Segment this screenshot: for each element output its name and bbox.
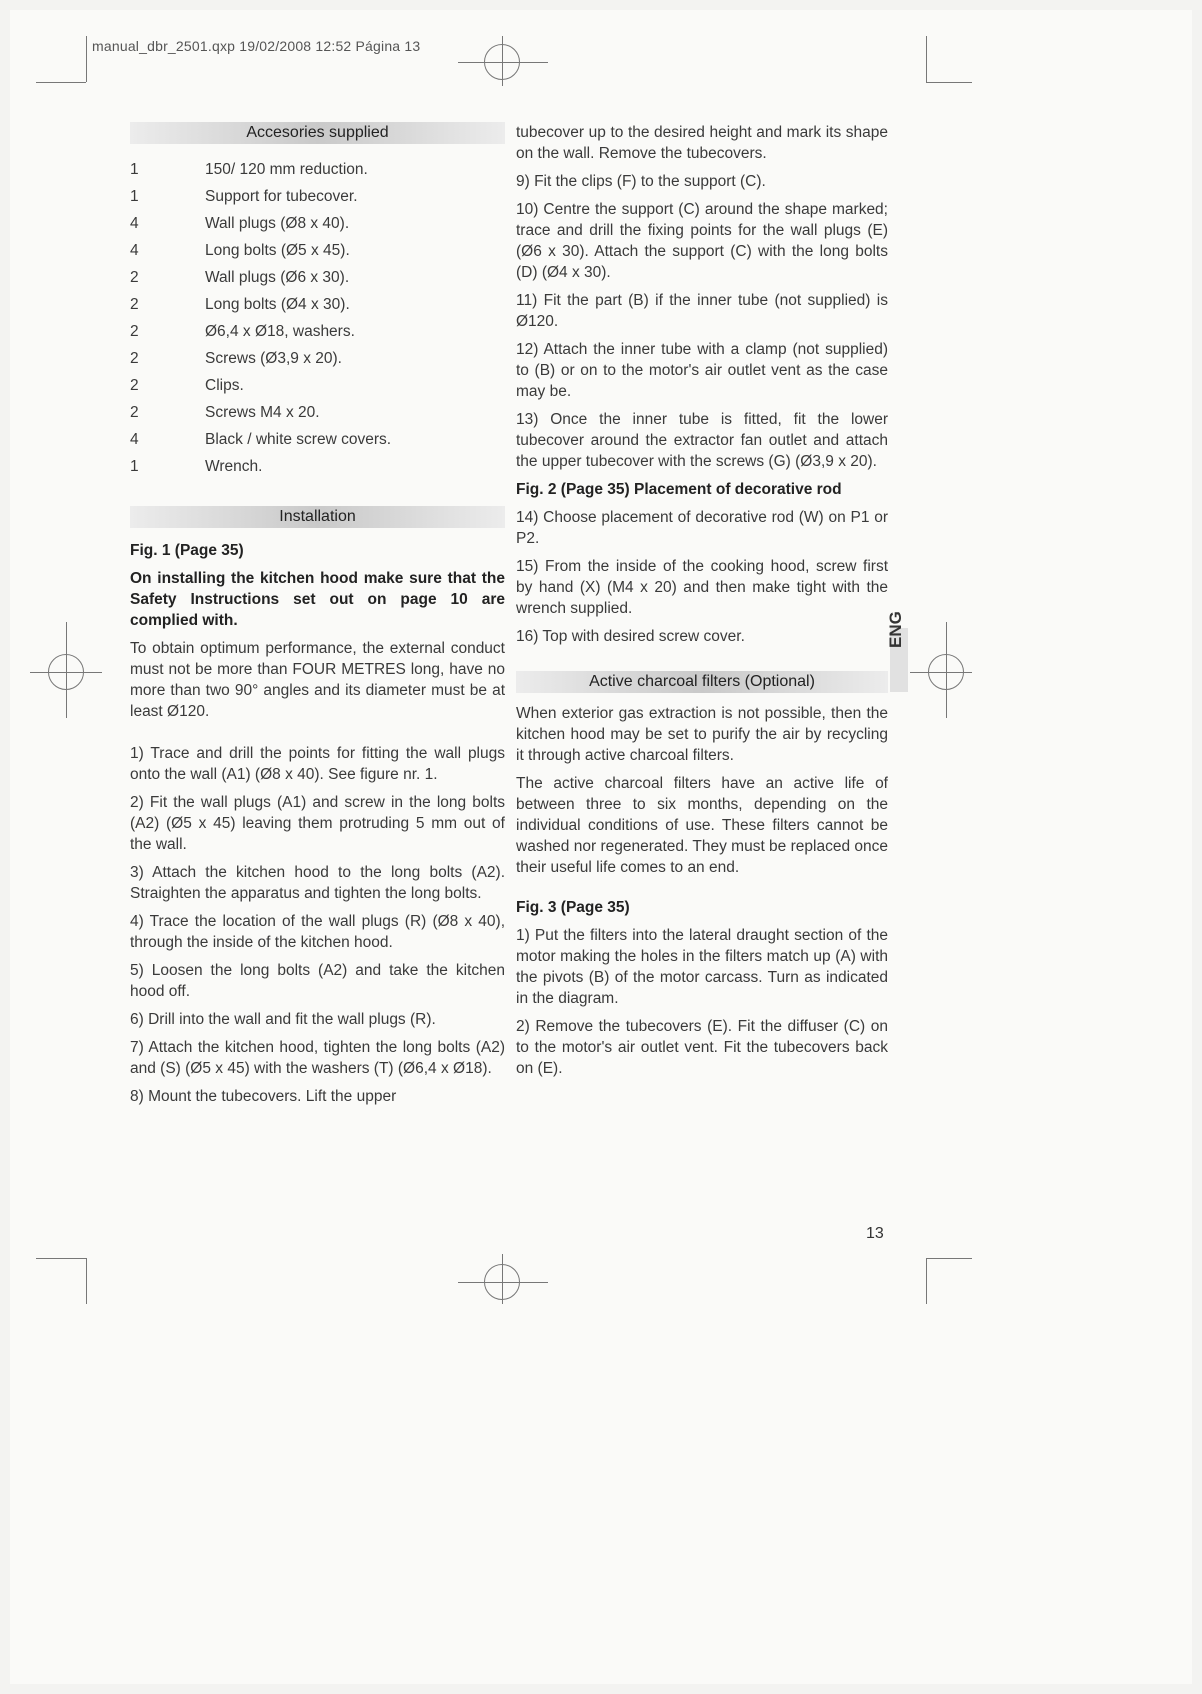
list-item [130, 453, 505, 480]
item-description: Long bolts (Ø4 x 30). [205, 296, 350, 313]
crop-mark-top-right-h [926, 82, 972, 83]
list-item [130, 399, 505, 426]
item-description: Black / white screw covers. [205, 431, 392, 448]
step-paragraph: 1) Put the filters into the lateral draught section of the motor making the holes in the filters match up (A) with the pivots (B) of the motor carcass. Turn as indicated in the diagram. [516, 927, 888, 1007]
language-tab-label: ENG [886, 611, 905, 648]
step-paragraph: 16) Top with desired screw cover. [516, 628, 745, 645]
list-item [130, 345, 505, 372]
crop-mark-top-right-v [926, 36, 927, 82]
body-paragraph: When exterior gas extraction is not possible, then the kitchen hood may be set to purify the air by recycling it through active charcoal filters. [516, 705, 888, 764]
print-meta-line: manual_dbr_2501.qxp 19/02/2008 12:52 Página 13 [92, 38, 421, 54]
step-paragraph: 2) Remove the tubecovers (E). Fit the diffuser (C) on to the motor's air outlet vent. Fit the tubecovers back on (E). [516, 1018, 888, 1077]
item-description: 150/ 120 mm reduction. [205, 161, 368, 178]
item-description: Wall plugs (Ø8 x 40). [205, 215, 350, 232]
step-paragraph: 7) Attach the kitchen hood, tighten the long bolts (A2) and (S) (Ø5 x 45) with the washers (T) (Ø6,4 x Ø18). [130, 1039, 505, 1077]
list-item [130, 183, 505, 210]
figure-reference: Fig. 2 (Page 35) Placement of decorative rod [516, 481, 842, 498]
item-quantity: 4 [130, 431, 139, 448]
accessories-heading: Accesories supplied [130, 122, 505, 144]
item-quantity: 1 [130, 458, 139, 475]
step-paragraph: 1) Trace and drill the points for fitting the wall plugs onto the wall (A1) (Ø8 x 40). See figure nr. 1. [130, 745, 505, 783]
left-column [130, 122, 505, 1114]
figure-reference: Fig. 1 (Page 35) [130, 542, 244, 559]
body-paragraph: The active charcoal filters have an active life of between three to six months, depending on the individual conditions of use. These filters cannot be washed nor regenerated. They must be replaced once their useful life comes to an end. [516, 775, 888, 876]
item-quantity: 1 [130, 188, 139, 205]
step-paragraph: 4) Trace the location of the wall plugs (R) (Ø8 x 40), through the inside of the kitchen hood. [130, 913, 505, 951]
crop-mark-bottom-left-h [36, 1258, 86, 1259]
item-quantity: 4 [130, 242, 139, 259]
intro-paragraph: To obtain optimum performance, the external conduct must not be more than FOUR METRES long, have no more than two 90° angles and its diameter must be at least Ø120. [130, 640, 505, 720]
figure-reference: Fig. 3 (Page 35) [516, 899, 630, 916]
item-quantity: 2 [130, 377, 139, 394]
step-paragraph: 9) Fit the clips (F) to the support (C). [516, 173, 766, 190]
item-quantity: 4 [130, 215, 139, 232]
step-paragraph: tubecover up to the desired height and mark its shape on the wall. Remove the tubecovers. [516, 124, 888, 162]
crop-mark-bottom-right-v [926, 1258, 927, 1304]
page-number: 13 [866, 1225, 884, 1242]
list-item [130, 318, 505, 345]
step-paragraph: 8) Mount the tubecovers. Lift the upper [130, 1088, 397, 1105]
item-description: Long bolts (Ø5 x 45). [205, 242, 350, 259]
step-paragraph: 13) Once the inner tube is fitted, fit the lower tubecover around the extractor fan outlet and attach the upper tubecover with the screws (G) (Ø3,9 x 20). [516, 411, 888, 470]
accessories-list [130, 156, 505, 480]
list-item [130, 264, 505, 291]
item-description: Wrench. [205, 458, 263, 475]
item-quantity: 2 [130, 404, 139, 421]
step-paragraph: 14) Choose placement of decorative rod (W) on P1 or P2. [516, 509, 888, 547]
item-description: Support for tubecover. [205, 188, 358, 205]
item-description: Screws (Ø3,9 x 20). [205, 350, 342, 367]
list-item [130, 372, 505, 399]
step-paragraph: 10) Centre the support (C) around the shape marked; trace and drill the fixing points for the wall plugs (E) (Ø6 x 30). Attach the support (C) with the long bolts (D) (Ø4 x 30). [516, 201, 888, 281]
right-column [516, 122, 888, 1086]
list-item [130, 237, 505, 264]
step-paragraph: 5) Loosen the long bolts (A2) and take the kitchen hood off. [130, 962, 505, 1000]
step-paragraph: 6) Drill into the wall and fit the wall plugs (R). [130, 1011, 436, 1028]
list-item [130, 210, 505, 237]
list-item [130, 291, 505, 318]
crop-mark-bottom-left-v [86, 1258, 87, 1304]
item-description: Ø6,4 x Ø18, washers. [205, 323, 355, 340]
item-description: Screws M4 x 20. [205, 404, 320, 421]
crop-mark-top-left-v [86, 36, 87, 82]
item-quantity: 2 [130, 323, 139, 340]
charcoal-filters-heading: Active charcoal filters (Optional) [516, 671, 888, 693]
list-item [130, 156, 505, 183]
item-quantity: 2 [130, 350, 139, 367]
item-quantity: 2 [130, 296, 139, 313]
item-description: Clips. [205, 377, 244, 394]
crop-mark-top-left-h [36, 82, 86, 83]
step-paragraph: 2) Fit the wall plugs (A1) and screw in the long bolts (A2) (Ø5 x 45) leaving them protruding 5 mm out of the wall. [130, 794, 505, 853]
step-paragraph: 11) Fit the part (B) if the inner tube (not supplied) is Ø120. [516, 292, 888, 330]
item-quantity: 2 [130, 269, 139, 286]
step-paragraph: 3) Attach the kitchen hood to the long bolts (A2). Straighten the apparatus and tighten the long bolts. [130, 864, 505, 902]
crop-mark-bottom-right-h [926, 1258, 972, 1259]
safety-warning: On installing the kitchen hood make sure that the Safety Instructions set out on page 10 are complied with. [130, 570, 505, 629]
item-description: Wall plugs (Ø6 x 30). [205, 269, 350, 286]
item-quantity: 1 [130, 161, 139, 178]
step-paragraph: 12) Attach the inner tube with a clamp (not supplied) to (B) or on to the motor's air outlet vent as the case may be. [516, 341, 888, 400]
installation-heading: Installation [130, 506, 505, 528]
step-paragraph: 15) From the inside of the cooking hood, screw first by hand (X) (M4 x 20) and then make tight with the wrench supplied. [516, 558, 888, 617]
list-item [130, 426, 505, 453]
